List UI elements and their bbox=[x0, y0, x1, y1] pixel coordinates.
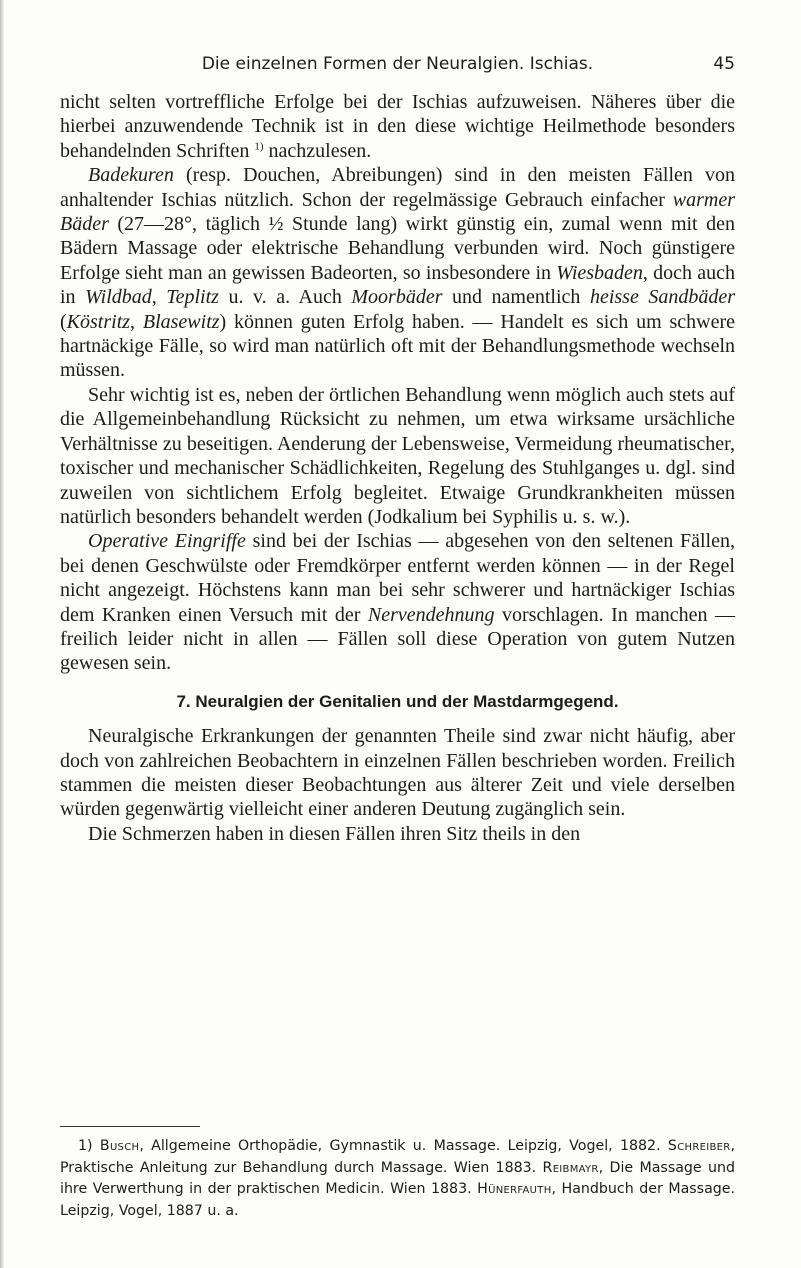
paragraph-operative-eingriffe: Operative Eingriffe sind bei der Ischias — abgesehen von den seltenen Fällen, bei denen Geschwülste oder Fremdkörper entfernt werden können — in der Regel nicht angezeigt. Höchstens kann man bei sehr schwerer und hartnäckiger Ischias dem Kranken einen Versuch mit der Nervendehnung vorschlagen. In manchen — freilich leider nicht in allen — Fällen soll diese Operation von gutem Nutzen gewesen sein. bbox=[60, 530, 735, 675]
footnote-divider bbox=[60, 1126, 200, 1127]
paragraph-badekuren: Badekuren (resp. Douchen, Abreibungen) sind in den meisten Fällen von anhaltender Ischias nützlich. Schon der regelmässige Gebrauch einfacher warmer Bäder (27—28°, täglich ½ Stunde lang) wirkt günstig ein, zumal wenn mit den Bädern Massage oder elektrische Behandlung verbunden wird. Noch günstigere Erfolge sieht man an gewissen Badeorten, so insbesondere in Wiesbaden, doch auch in Wildbad, Teplitz u. v. a. Auch Moorbäder und namentlich heisse Sandbäder (Köstritz, Blasewitz) können guten Erfolg haben. — Handelt es sich um schwere hartnäckige Fälle, so wird man natürlich oft mit der Behandlungsmethode wechseln müssen. bbox=[60, 164, 736, 382]
footnote-1: 1) Busch, Allgemeine Orthopädie, Gymnastik u. Massage. Leipzig, Vogel, 1882. Schreiber, Praktische Anleitung zur Behandlung durch Massage. Wien 1883. Reibmayr, Die Massage und ihre Verwerthung in der praktischen Medicin. Wien 1883. Hünerfauth, Handbuch der Massage. Leipzig, Vogel, 1887 u. a. bbox=[60, 1138, 736, 1219]
running-title: Die einzelnen Formen der Neuralgien. Ischias. bbox=[201, 54, 594, 74]
footnote-number: 1) bbox=[78, 1138, 93, 1154]
body-text bbox=[60, 90, 735, 846]
paragraph-schmerzen: Die Schmerzen haben in diesen Fällen ihren Sitz theils in den bbox=[88, 822, 581, 845]
footnotes bbox=[60, 1136, 735, 1222]
paragraph-massage-continuation: nicht selten vortreffliche Erfolge bei der Ischias aufzuweisen. Näheres über die hierbei anzuwendende Technik ist in den diese wichtige Heilmethode besonders behandelnden Schriften $^{1)}$ nachzulesen. bbox=[60, 91, 735, 162]
section-heading: 7. Neuralgien der Genitalien und der Mastdarmgegend. bbox=[176, 691, 619, 711]
running-head bbox=[60, 54, 735, 80]
paragraph-genital-neuralgien: Neuralgische Erkrankungen der genannten Theile sind zwar nicht häufig, aber doch von zahlreichen Beobachtern in einzelnen Fällen beschrieben worden. Freilich stammen die meisten dieser Beobachtungen aus älterer Zeit und viele derselben würden gegenwärtig vielleicht einer anderen Deutung zugänglich sein. bbox=[60, 725, 735, 821]
paragraph-allgemeinbehandlung: Sehr wichtig ist es, neben der örtlichen Behandlung wenn möglich auch stets auf die Allgemeinbehandlung Rücksicht zu nehmen, um etwa wirksame ursächliche Verhältnisse zu beseitigen. Aenderung der Lebensweise, Vermeidung rheumatischer, toxischer und mechanischer Schädlichkeiten, Regelung des Stuhlganges u. dgl. sind zuweilen von sichtlichem Erfolg begleitet. Etwaige Grundkrankheiten müssen natürlich besonders behandelt werden (Jodkalium bei Syphilis u. s. w.). bbox=[60, 383, 735, 528]
page-number: 45 bbox=[713, 54, 735, 74]
page-edge-shadow bbox=[0, 0, 4, 1268]
footnote-reference[interactable]: 1) bbox=[254, 140, 264, 153]
